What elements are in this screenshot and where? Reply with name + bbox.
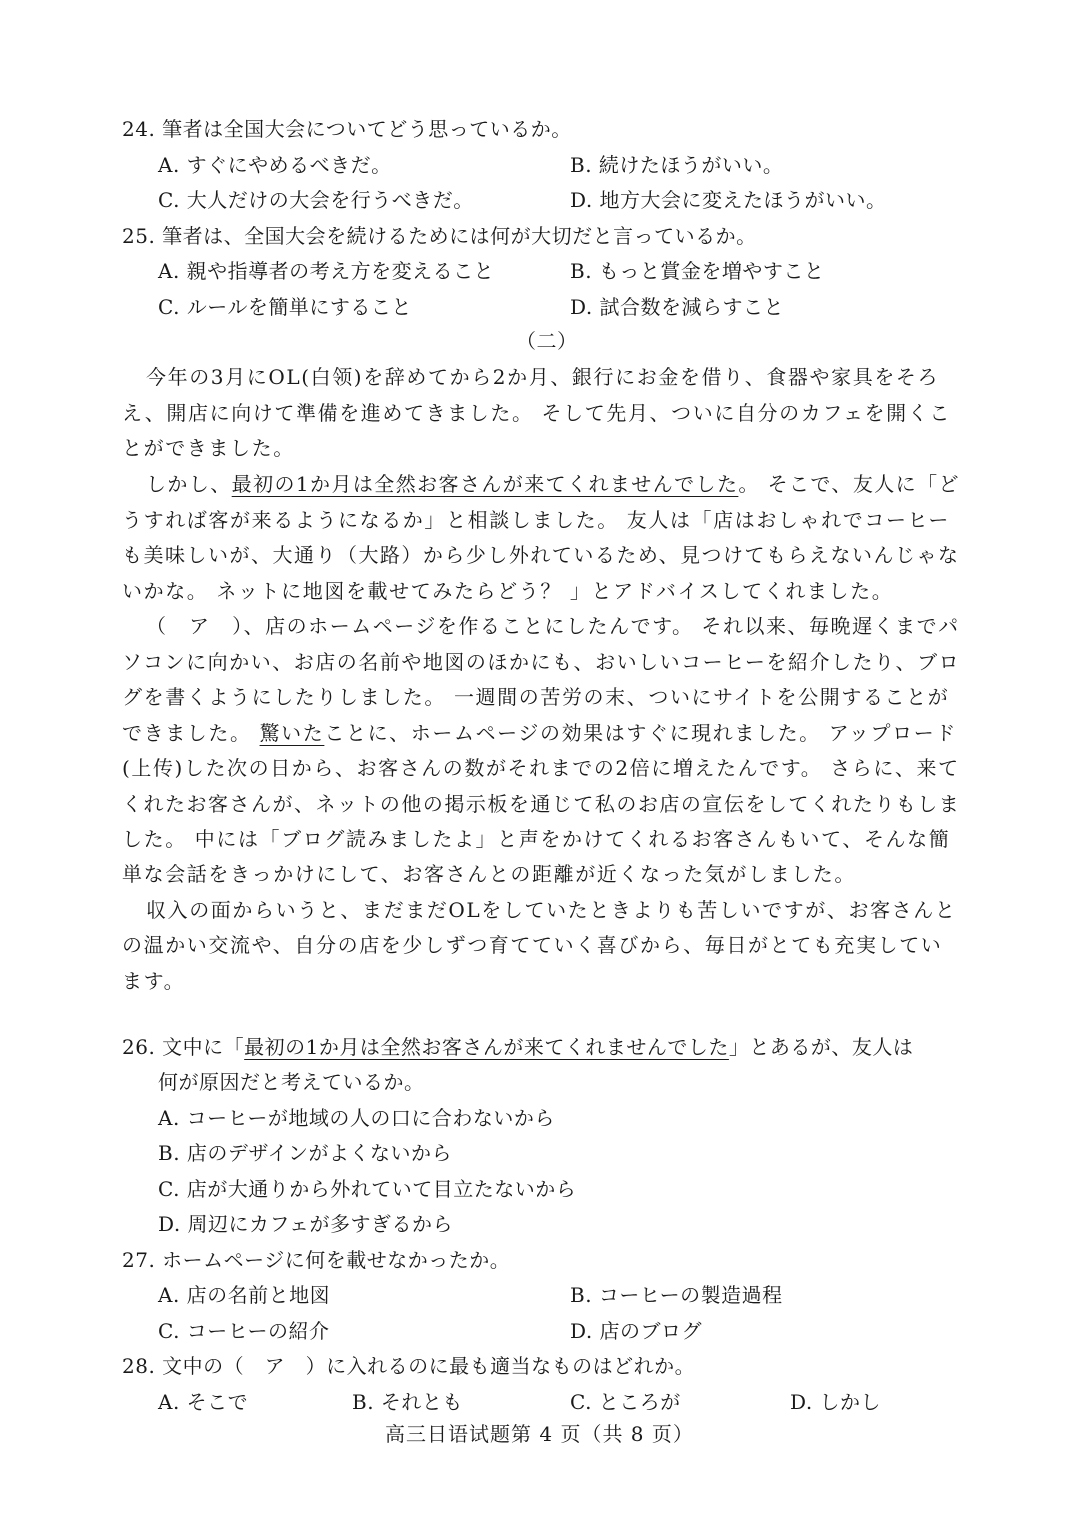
passage-line: の温かい交流や、自分の店を少しずつ育てていく喜びから、毎日がとても充実してい [122,933,943,957]
passage-line: 今年の3月にOL(白领)を辞めてから2か月、銀行にお金を借り、食器や家具をそろ [146,365,940,389]
q27-option-b: B. コーヒーの製造過程 [570,1283,783,1307]
q24-option-a: A. すぐにやめるべきだ。 [158,153,392,177]
q25-option-c: C. ルールを簡単にすること [158,295,412,319]
q28-option-d: D. しかし [790,1390,882,1414]
q26-option-b: B. 店のデザインがよくないから [158,1141,453,1165]
q24-stem: 24. 筆者は全国大会についてどう思っているか。 [122,117,572,141]
passage-line: グを書くようにしたりしました。 一週間の苦労の末、ついにサイトを公開することが [122,685,950,709]
underlined-phrase: 最初の1か月は全然お客さんが来てくれませんでした [244,1035,729,1059]
q27-option-a: A. 店の名前と地図 [158,1283,331,1307]
underlined-phrase: 最初の1か月は全然お客さんが来てくれませんでした [231,472,739,496]
passage-line: 単な会話をきっかけにして、お客さんとの距離が近くなった気がしました。 [122,862,856,886]
page-footer: 高三日语试题第 4 页（共 8 页） [385,1422,694,1446]
q27-stem: 27. ホームページに何を載せなかったか。 [122,1248,511,1272]
q26-stem-text: 26. 文中に「 [122,1035,245,1059]
q28-option-b: B. それとも [352,1390,463,1414]
passage-line: （ ア ）、店のホームページを作ることにしたんです。 それ以来、毎晩遅くまでパ [146,614,960,638]
passage-line: も美味しいが、大通り（大路）から少し外れているため、見つけてもらえないんじゃな [122,543,960,567]
q24-option-b: B. 続けたほうがいい。 [570,153,784,177]
q26-stem-line2: 何が原因だと考えているか。 [158,1070,425,1094]
q28-option-c: C. ところが [570,1390,681,1414]
q26-stem-text: 」とあるが、友人は [728,1035,914,1059]
q27-option-d: D. 店のブログ [570,1319,703,1343]
q24-option-c: C. 大人だけの大会を行うべきだ。 [158,188,474,212]
q26-option-d: D. 周辺にカフェが多すぎるから [158,1212,454,1236]
passage-line: とができました。 [122,436,295,460]
passage-line: いかな。 ネットに地図を載せてみたらどう？ 」とアドバイスしてくれました。 [122,579,894,603]
passage-text: しかし、 [146,472,232,496]
q25-option-b: B. もっと賞金を増やすこと [570,259,825,283]
q27-option-c: C. コーヒーの紹介 [158,1319,330,1343]
passage-line: (上传)した次の日から、お客さんの数がそれまでの2倍に増えたんです。 さらに、来て [122,756,960,780]
q26-option-c: C. 店が大通りから外れていて目立たないから [158,1177,577,1201]
passage-line: ソコンに向かい、お店の名前や地図のほかにも、おいしいコーヒーを紹介したり、ブロ [122,650,961,674]
passage-text: ことに、ホームページの効果はすぐに現れました。 アップロード [324,721,957,745]
passage-line: ます。 [122,969,186,993]
underlined-phrase: 驚いた [259,721,325,745]
passage-line: うすれば客が来るようになるか」と相談しました。 友人は「店はおしゃれでコーヒー [122,508,950,532]
passage-line [122,720,957,746]
passage-text: 。 そこで、友人に「ど [738,472,960,496]
q24-option-d: D. 地方大会に変えたほうがいい。 [570,188,887,212]
passage-line: くれたお客さんが、ネットの他の掲示板を通じて私のお店の宣伝をしてくれたりもしま [122,792,961,816]
q25-option-d: D. 試合数を減らすこと [570,295,785,319]
passage-line: した。 中には「ブログ読みましたよ」と声をかけてくれるお客さんもいて、そんな簡 [122,827,951,851]
q26-option-a: A. コーヒーが地域の人の口に合わないから [158,1106,555,1130]
q25-stem: 25. 筆者は、全国大会を続けるためには何が大切だと言っているか。 [122,224,757,248]
passage-text: できました。 [122,721,260,745]
passage-line: 収入の面からいうと、まだまだOLをしていたときよりも苦しいですが、お客さんと [146,898,957,922]
q28-stem: 28. 文中の（ ア ）に入れるのに最も適当なものはどれか。 [122,1354,696,1378]
q26-stem [122,1034,913,1060]
passage-line [146,471,960,497]
passage-line: え、開店に向けて準備を進めてきました。 そして先月、ついに自分のカフェを開くこ [122,401,951,425]
section-title: （二） [516,329,578,353]
q25-option-a: A. 親や指導者の考え方を変えること [158,259,495,283]
q28-option-a: A. そこで [158,1390,249,1414]
